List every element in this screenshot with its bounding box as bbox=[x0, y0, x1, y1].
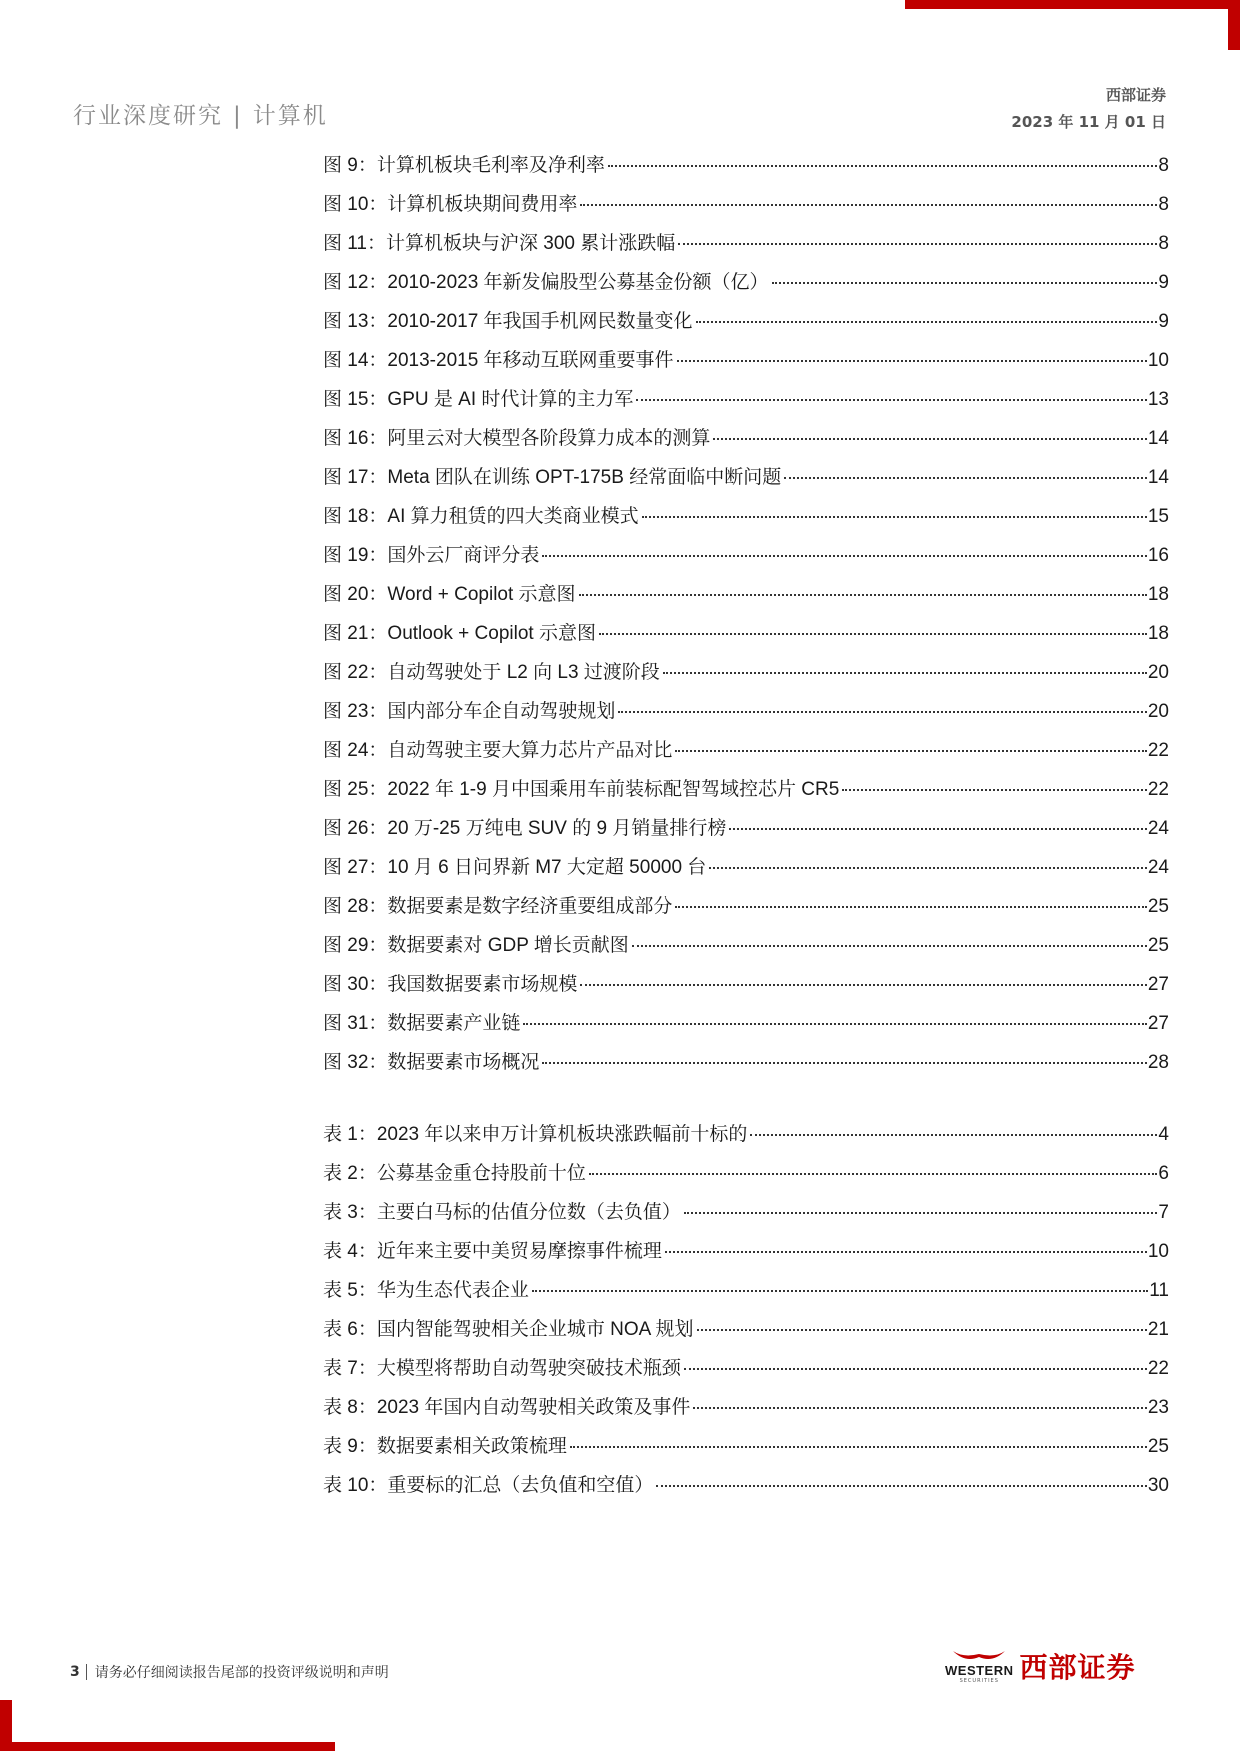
figure-entry-page: 8 bbox=[1158, 194, 1169, 215]
table-entry[interactable] bbox=[323, 1314, 1169, 1353]
figure-entry-label: 图 9：计算机板块毛利率及净利率 bbox=[323, 155, 605, 176]
figure-entry-page: 27 bbox=[1147, 1013, 1169, 1034]
table-entry[interactable] bbox=[323, 1119, 1169, 1158]
top-right-accent-bar bbox=[905, 0, 1240, 9]
dot-leader bbox=[675, 750, 1146, 752]
figure-entry[interactable] bbox=[323, 774, 1169, 813]
dot-leader bbox=[784, 477, 1147, 479]
figure-entry[interactable] bbox=[323, 1047, 1169, 1086]
figure-entry-page: 25 bbox=[1147, 935, 1169, 956]
figure-entry-page: 27 bbox=[1147, 974, 1169, 995]
dot-leader bbox=[713, 438, 1146, 440]
table-list bbox=[323, 1119, 1169, 1509]
table-entry-label: 表 10：重要标的汇总（去负值和空值） bbox=[323, 1475, 654, 1496]
figure-entry[interactable] bbox=[323, 813, 1169, 852]
table-entry-page: 22 bbox=[1147, 1358, 1169, 1379]
figure-entry-page: 14 bbox=[1147, 467, 1169, 488]
figure-entry[interactable] bbox=[323, 735, 1169, 774]
table-entry[interactable] bbox=[323, 1431, 1169, 1470]
dot-leader bbox=[580, 204, 1157, 206]
dot-leader bbox=[684, 1212, 1158, 1214]
dot-leader bbox=[663, 672, 1147, 674]
dot-leader bbox=[729, 828, 1147, 830]
table-entry-label: 表 8：2023 年国内自动驾驶相关政策及事件 bbox=[323, 1397, 691, 1418]
figure-entry-page: 28 bbox=[1147, 1052, 1169, 1073]
figure-entry-label: 图 22：自动驾驶处于 L2 向 L3 过渡阶段 bbox=[323, 662, 660, 683]
dot-leader bbox=[618, 711, 1146, 713]
footer bbox=[70, 1662, 389, 1682]
figure-entry-page: 8 bbox=[1158, 155, 1169, 176]
header-meta bbox=[1011, 84, 1166, 132]
header-date: 2023 年 11 月 01 日 bbox=[1011, 113, 1166, 131]
figure-entry-label: 图 25：2022 年 1-9 月中国乘用车前装标配智驾域控芯片 CR5 bbox=[323, 779, 840, 800]
table-entry-label: 表 5：华为生态代表企业 bbox=[323, 1280, 529, 1301]
figure-entry-label: 图 28：数据要素是数字经济重要组成部分 bbox=[323, 896, 673, 917]
dot-leader bbox=[632, 945, 1147, 947]
figure-entry-label: 图 15：GPU 是 AI 时代计算的主力军 bbox=[323, 389, 634, 410]
table-entry-label: 表 9：数据要素相关政策梳理 bbox=[323, 1436, 567, 1457]
dot-leader bbox=[696, 321, 1158, 323]
figure-entry[interactable] bbox=[323, 306, 1169, 345]
dot-leader bbox=[608, 165, 1158, 167]
header-company: 西部证券 bbox=[1105, 86, 1166, 104]
logo-chinese: 西部证券 bbox=[1019, 1651, 1136, 1684]
figure-entry[interactable] bbox=[323, 930, 1169, 969]
table-of-contents bbox=[323, 150, 1169, 1509]
figure-entry[interactable] bbox=[323, 189, 1169, 228]
figure-entry[interactable] bbox=[323, 618, 1169, 657]
table-entry-page: 25 bbox=[1147, 1436, 1169, 1457]
report-category bbox=[73, 97, 328, 130]
table-entry-label: 表 7：大模型将帮助自动驾驶突破技术瓶颈 bbox=[323, 1358, 681, 1379]
dot-leader bbox=[693, 1407, 1146, 1409]
table-entry[interactable] bbox=[323, 1236, 1169, 1275]
company-logo bbox=[945, 1646, 1136, 1686]
figure-entry-page: 20 bbox=[1147, 662, 1169, 683]
table-entry-label: 表 2：公募基金重仓持股前十位 bbox=[323, 1163, 586, 1184]
figure-entry-label: 图 32：数据要素市场概况 bbox=[323, 1052, 540, 1073]
figure-entry[interactable] bbox=[323, 462, 1169, 501]
table-entry-page: 23 bbox=[1147, 1397, 1169, 1418]
footer-disclaimer: 请务必仔细阅读报告尾部的投资评级说明和声明 bbox=[94, 1665, 389, 1681]
figure-entry-page: 14 bbox=[1147, 428, 1169, 449]
table-entry-label: 表 6：国内智能驾驶相关企业城市 NOA 规划 bbox=[323, 1319, 694, 1340]
page-number: 3 bbox=[70, 1664, 80, 1680]
figure-entry[interactable] bbox=[323, 150, 1169, 189]
dot-leader bbox=[675, 906, 1146, 908]
logo-mark bbox=[945, 1649, 1014, 1684]
figure-entry[interactable] bbox=[323, 1008, 1169, 1047]
dot-leader bbox=[642, 516, 1147, 518]
bull-horns-icon bbox=[951, 1649, 1007, 1663]
figure-entry-page: 8 bbox=[1158, 233, 1169, 254]
figure-entry-page: 24 bbox=[1147, 818, 1169, 839]
table-entry-label: 表 3：主要白马标的估值分位数（去负值） bbox=[323, 1202, 681, 1223]
figure-entry[interactable] bbox=[323, 969, 1169, 1008]
figure-entry[interactable] bbox=[323, 657, 1169, 696]
industry-label: 计算机 bbox=[252, 103, 328, 129]
figure-entry-label: 图 17：Meta 团队在训练 OPT-175B 经常面临中断问题 bbox=[323, 467, 782, 488]
figure-entry-label: 图 13：2010-2017 年我国手机网民数量变化 bbox=[323, 311, 693, 332]
dot-leader bbox=[599, 633, 1147, 635]
dot-leader bbox=[665, 1251, 1147, 1253]
dot-leader bbox=[772, 282, 1158, 284]
table-entry[interactable] bbox=[323, 1392, 1169, 1431]
list-gap bbox=[323, 1086, 1169, 1119]
dot-leader bbox=[580, 984, 1146, 986]
figure-entry-page: 15 bbox=[1147, 506, 1169, 527]
figure-entry-page: 20 bbox=[1147, 701, 1169, 722]
table-entry-page: 30 bbox=[1147, 1475, 1169, 1496]
dot-leader bbox=[656, 1485, 1146, 1487]
table-entry-page: 21 bbox=[1147, 1319, 1169, 1340]
bottom-left-accent-bar-vertical bbox=[0, 1700, 12, 1751]
dot-leader bbox=[678, 243, 1157, 245]
figure-entry-label: 图 23：国内部分车企自动驾驶规划 bbox=[323, 701, 616, 722]
figure-entry[interactable] bbox=[323, 345, 1169, 384]
logo-english-sub: SECURITIES bbox=[959, 1677, 999, 1684]
table-entry-page: 10 bbox=[1147, 1241, 1169, 1262]
figure-entry[interactable] bbox=[323, 423, 1169, 462]
footer-divider bbox=[86, 1664, 87, 1680]
figure-entry-label: 图 16：阿里云对大模型各阶段算力成本的测算 bbox=[323, 428, 711, 449]
figure-entry-page: 9 bbox=[1158, 272, 1169, 293]
figure-entry-label: 图 27：10 月 6 日问界新 M7 大定超 50000 台 bbox=[323, 857, 707, 878]
top-right-accent-bar-vertical bbox=[1228, 0, 1240, 50]
dot-leader bbox=[677, 360, 1147, 362]
dot-leader bbox=[697, 1329, 1147, 1331]
table-entry[interactable] bbox=[323, 1197, 1169, 1236]
table-entry-label: 表 1：2023 年以来申万计算机板块涨跌幅前十标的 bbox=[323, 1124, 748, 1145]
figure-entry[interactable] bbox=[323, 501, 1169, 540]
figure-entry[interactable] bbox=[323, 267, 1169, 306]
figure-entry[interactable] bbox=[323, 228, 1169, 267]
dot-leader bbox=[532, 1290, 1148, 1292]
figure-entry[interactable] bbox=[323, 852, 1169, 891]
bottom-left-accent-bar bbox=[0, 1742, 335, 1751]
table-entry[interactable] bbox=[323, 1275, 1169, 1314]
figure-entry[interactable] bbox=[323, 696, 1169, 735]
dot-leader bbox=[542, 555, 1146, 557]
figure-entry-page: 18 bbox=[1147, 584, 1169, 605]
figure-entry-label: 图 14：2013-2015 年移动互联网重要事件 bbox=[323, 350, 674, 371]
figure-entry-label: 图 30：我国数据要素市场规模 bbox=[323, 974, 578, 995]
dot-leader bbox=[709, 867, 1147, 869]
figure-entry-page: 24 bbox=[1147, 857, 1169, 878]
dot-leader bbox=[523, 1023, 1146, 1025]
section-label: 行业深度研究 bbox=[73, 103, 223, 129]
table-entry-page: 7 bbox=[1158, 1202, 1169, 1223]
figure-entry-label: 图 11：计算机板块与沪深 300 累计涨跌幅 bbox=[323, 233, 676, 254]
dot-leader bbox=[684, 1368, 1147, 1370]
table-entry-page: 4 bbox=[1158, 1124, 1169, 1145]
figure-entry-page: 25 bbox=[1147, 896, 1169, 917]
figure-entry-label: 图 18：AI 算力租赁的四大类商业模式 bbox=[323, 506, 639, 527]
figure-entry-page: 9 bbox=[1158, 311, 1169, 332]
table-entry-page: 6 bbox=[1158, 1163, 1169, 1184]
figure-entry-label: 图 29：数据要素对 GDP 增长贡献图 bbox=[323, 935, 629, 956]
figure-entry-label: 图 24：自动驾驶主要大算力芯片产品对比 bbox=[323, 740, 673, 761]
figure-entry[interactable] bbox=[323, 384, 1169, 423]
table-entry[interactable] bbox=[323, 1353, 1169, 1392]
figure-entry-label: 图 12：2010-2023 年新发偏股型公募基金份额（亿） bbox=[323, 272, 769, 293]
figure-entry-page: 18 bbox=[1147, 623, 1169, 644]
figure-entry-label: 图 19：国外云厂商评分表 bbox=[323, 545, 540, 566]
figure-list bbox=[323, 150, 1169, 1086]
figure-entry[interactable] bbox=[323, 540, 1169, 579]
dot-leader bbox=[570, 1446, 1147, 1448]
table-entry-label: 表 4：近年来主要中美贸易摩擦事件梳理 bbox=[323, 1241, 662, 1262]
figure-entry-label: 图 26：20 万-25 万纯电 SUV 的 9 月销量排行榜 bbox=[323, 818, 727, 839]
table-entry[interactable] bbox=[323, 1470, 1169, 1509]
logo-english: WESTERN bbox=[945, 1662, 1014, 1678]
dot-leader bbox=[579, 594, 1147, 596]
figure-entry-page: 22 bbox=[1147, 740, 1169, 761]
figure-entry[interactable] bbox=[323, 579, 1169, 618]
figure-entry-label: 图 31：数据要素产业链 bbox=[323, 1013, 521, 1034]
header-separator: | bbox=[233, 103, 243, 129]
dot-leader bbox=[542, 1062, 1146, 1064]
figure-entry-page: 22 bbox=[1147, 779, 1169, 800]
dot-leader bbox=[750, 1134, 1157, 1136]
figure-entry-page: 13 bbox=[1147, 389, 1169, 410]
figure-entry-label: 图 21：Outlook + Copilot 示意图 bbox=[323, 623, 596, 644]
figure-entry-label: 图 20：Word + Copilot 示意图 bbox=[323, 584, 576, 605]
table-entry-page: 11 bbox=[1149, 1280, 1169, 1301]
dot-leader bbox=[589, 1173, 1158, 1175]
table-entry[interactable] bbox=[323, 1158, 1169, 1197]
figure-entry[interactable] bbox=[323, 891, 1169, 930]
figure-entry-page: 16 bbox=[1147, 545, 1169, 566]
dot-leader bbox=[842, 789, 1147, 791]
figure-entry-page: 10 bbox=[1147, 350, 1169, 371]
dot-leader bbox=[636, 399, 1146, 401]
figure-entry-label: 图 10：计算机板块期间费用率 bbox=[323, 194, 578, 215]
